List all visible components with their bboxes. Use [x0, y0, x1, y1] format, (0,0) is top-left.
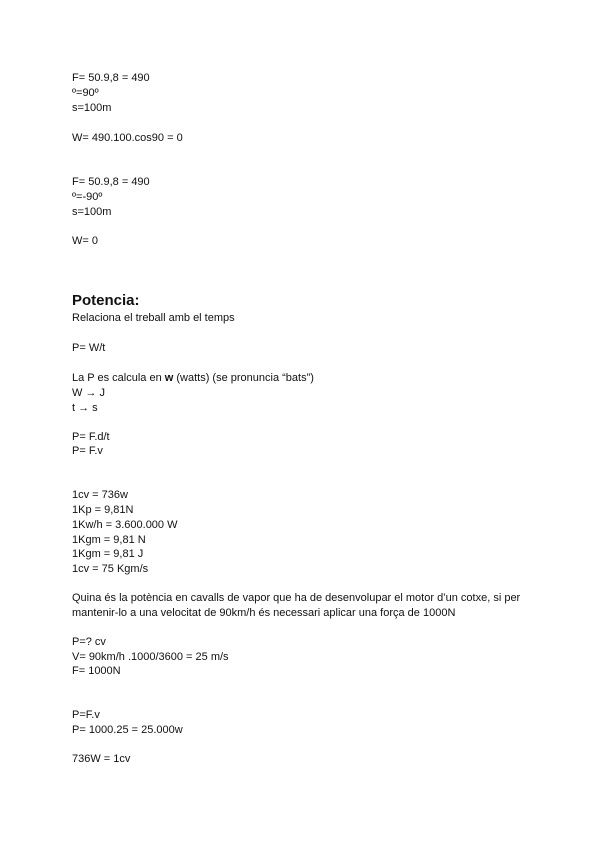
text-line: P= F.v [72, 445, 103, 457]
text-line: F= 50.9,8 = 490 [72, 176, 150, 188]
text-line: W → J [72, 387, 105, 399]
equivalence-line: 1Kp = 9,81N [72, 504, 134, 516]
text-line: t → s [72, 402, 98, 414]
equivalence-line: 1cv = 75 Kgm/s [72, 563, 149, 575]
unit-post: (watts) (se pronuncia “bats”) [173, 372, 314, 384]
equivalence-line: 1cv = 736w [72, 489, 128, 501]
text-line: s=100m [72, 102, 112, 114]
text-line: P=F.v [72, 709, 100, 721]
unit-pre: La P es calcula en [72, 372, 165, 384]
text-line: V= 90km/h .1000/3600 = 25 m/s [72, 651, 229, 663]
text-line: º=-90º [72, 191, 103, 203]
problem-line: mantenir-lo a una velocitat de 90km/h és necessari aplicar una força de 1000N [72, 607, 456, 619]
equivalence-line: 1Kw/h = 3.600.000 W [72, 519, 178, 531]
text-line [72, 372, 314, 385]
text-line: P= F.d/t [72, 431, 110, 443]
text-line: 736W = 1cv [72, 753, 131, 765]
text-line: W= 0 [72, 235, 98, 247]
equivalence-line: 1Kgm = 9,81 J [72, 548, 144, 560]
text-line: º=90º [72, 87, 99, 99]
text-line: P= W/t [72, 342, 106, 354]
unit-bold: w [164, 372, 174, 384]
equivalence-line: 1Kgm = 9,81 N [72, 534, 146, 546]
text-line: F= 1000N [72, 665, 121, 677]
text-line: Relaciona el treball amb el temps [72, 312, 235, 324]
text-line: F= 50.9,8 = 490 [72, 72, 150, 84]
text-line: P= 1000.25 = 25.000w [72, 724, 183, 736]
problem-line: Quina és la potència en cavalls de vapor que ha de desenvolupar el motor d’un cotxe, si per [72, 592, 521, 604]
text-line: s=100m [72, 206, 112, 218]
section-heading: Potencia: [72, 292, 140, 309]
text-line: P=? cv [72, 636, 106, 648]
text-line: W= 490.100.cos90 = 0 [72, 132, 183, 144]
